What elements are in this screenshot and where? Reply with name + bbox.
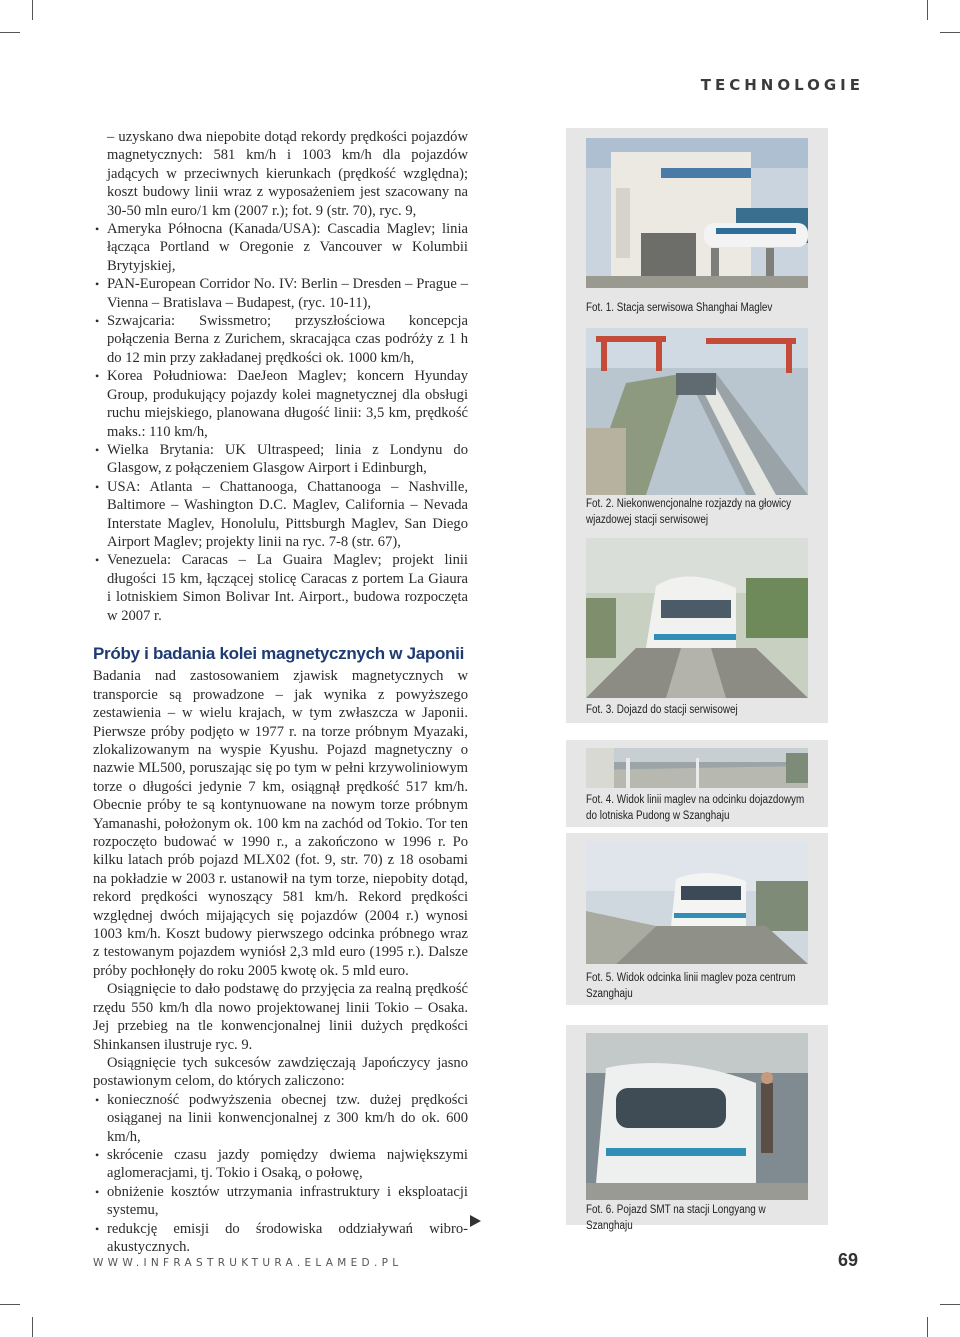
crop-mark: [32, 1317, 33, 1337]
photo-panel-3: [566, 538, 828, 723]
photo-caption: Fot. 4. Widok linii maglev na odcinku dojazdowym do lotniska Pudong w Szanghaju: [586, 794, 805, 822]
list-item: • PAN-European Corridor No. IV: Berlin – Dresden – Prague – Vienna – Bratislava – Budapest, (ryc. 10-11),: [93, 275, 468, 312]
list-item: • Ameryka Północna (Kanada/USA): Cascadia Maglev; linia łącząca Portland w Oregonie z Vancouver w Kolumbii Brytyjskiej,: [93, 220, 468, 275]
article-body: [93, 128, 468, 1256]
smt-vehicle-station-photo: [586, 1033, 808, 1200]
list-item: • Venezuela: Caracas – La Guaira Maglev; projekt linii długości 15 km, łączącej stolicę Caracas z portem La Giaura i lotniskiem Simon Bolivar Int. Airport., budowa rozpoczęta w 2007 r.: [93, 551, 468, 625]
photo-panel-6: [566, 1025, 828, 1232]
paragraph: Badania nad zastosowaniem zjawisk magnetycznych w transporcie są prowadzone – jak wynika z powyższego zestawienia – w wielu krajach, w tym zwłaszcza w Japonii. Pierwsze próby podjęto w 1977 r. na torze próbnym Myazaki, zlokalizowanym na wyspie Kyushu. Pojazd magnetyczny o nazwie ML500, poruszając się po tym w pełni krzywoliniowym torze o długości jedynie 7 km, osiągnął prędkość 517 km/h. Obecnie próby te są kontynuowane na nowym torze próbnym Yamanashi, położonym ok. 100 km na zachód od Tokio. Tor ten rozpoczęto budować w 1990 r., a zakończono w 1996 r. Po kilku latach prób pojazd MLX02 (fot. 9, str. 70) z 18 osobami na pokładzie w 2003 r. ustanowił na tym torze, niepobity dotąd, rekord prędkości wynoszący 581 km/h. Rekord prędkości względnej dwóch mijających się pojazdów (2004 r.) wynosi 1003 km/h. Koszt budowy pierwszego odcinka próbnego wraz z testowanym pojazdem wyniósł 2,3 mld euro (1995 r.). Dalsze próby pochłonęły do roku 2005 kwotę ok. 5 mld euro.: [93, 668, 468, 979]
section-header: TECHNOLOGIE: [700, 76, 864, 94]
maglev-train-approach-photo: [586, 538, 808, 698]
list-item: • skrócenie czasu jazdy pomiędzy dwiema największymi aglomeracjami, tj. Tokio i Osaką, o połowę,: [93, 1146, 468, 1183]
photo-panel-5: [566, 833, 828, 1005]
list-item: • obniżenie kosztów utrzymania infrastruktury i eksploatacji systemu,: [93, 1183, 468, 1220]
paragraph: Osiągnięcie tych sukcesów zawdzięczają Japończycy jasno postawionym celom, do których zaliczono:: [93, 1054, 468, 1090]
maglev-train-section-photo: [586, 841, 808, 964]
photo-panel-1: [566, 128, 828, 325]
list-item: • Wielka Brytania: UK Ultraspeed; linia z Londynu do Glasgow, z połączeniem Glasgow Airport i Edinburgh,: [93, 441, 468, 478]
crop-mark: [0, 32, 20, 33]
footer-url[interactable]: WWW.INFRASTRUKTURA.ELAMED.PL: [93, 1257, 403, 1269]
photo-caption: Fot. 1. Stacja serwisowa Shanghai Maglev: [586, 302, 773, 314]
maglev-service-station-photo: [586, 138, 808, 288]
crop-mark: [940, 1304, 960, 1305]
photo-caption: Fot. 5. Widok odcinka linii maglev poza centrum Szanghaju: [586, 972, 796, 1000]
crop-mark: [927, 0, 928, 20]
list-item: • konieczność podwyższenia obecnej tzw. dużej prędkości osiąganej na linii konwencjonalnej z 300 km/h do ok. 600 km/h,: [93, 1091, 468, 1146]
photo-caption: Fot. 2. Niekonwencjonalne rozjazdy na głowicy wjazdowej stacji serwisowej: [586, 498, 792, 526]
page-number: 69: [838, 1250, 859, 1270]
list-item: • redukcję emisji do środowiska oddziaływań wibro-akustycznych.: [93, 1220, 468, 1257]
intro-paragraph: – uzyskano dwa niepobite dotąd rekordy prędkości pojazdów magnetycznych: 581 km/h i 1003 km/h dla pojazdów jadących w przeciwnych kierunkach (prędkość względna); koszt budowy linii wraz z wyposażeniem jest szacowany na 30-50 mln euro/1 km (2007 r.); fot. 9 (str. 70), ryc. 9,: [107, 129, 468, 219]
maglev-line-photo: [586, 748, 808, 788]
goals-list: [93, 1091, 468, 1257]
maglev-switch-photo: [586, 328, 808, 495]
list-item: • Korea Południowa: DaeJeon Maglev; koncern Hyunday Group, produkujący pojazdy kolei magnetycznej dla obsługi ruchu miejskiego, planowana długość linii: 3,5 km, prędkość maks.: 110 km/h,: [93, 367, 468, 441]
photo-caption: Fot. 3. Dojazd do stacji serwisowej: [586, 704, 738, 716]
continue-arrow-icon: [470, 1215, 481, 1227]
projects-list: [93, 220, 468, 625]
list-item: • USA: Atlanta – Chattanooga, Chattanooga – Nashville, Baltimore – Washington D.C. Maglev, California – Nevada Interstate Maglev, Honolulu, Pittsburgh Maglev, San Diego Airport Maglev; projekty linii na ryc. 7-8 (str. 67),: [93, 478, 468, 552]
photo-panel-2: [566, 325, 828, 538]
crop-mark: [927, 1317, 928, 1337]
crop-mark: [0, 1304, 20, 1305]
crop-mark: [940, 32, 960, 33]
crop-mark: [32, 0, 33, 20]
photo-caption: Fot. 6. Pojazd SMT na stacji Longyang w Szanghaju: [586, 1204, 766, 1232]
section-title: Próby i badania kolei magnetycznych w Japonii: [93, 643, 464, 663]
paragraph: Osiągnięcie to dało podstawę do przyjęcia za realną prędkość rzędu 550 km/h dla nowo projektowanej linii Tokio – Osaka. Jej przebieg na tle konwencjonalnej linii dużych prędkości Shinkansen ilustruje ryc. 9.: [93, 981, 468, 1053]
list-item: • Szwajcaria: Swissmetro; przyszłościowa koncepcja połączenia Berna z Zurichem, skracająca czas podróży z 1 h do 12 min przy zakładanej prędkości ok. 1000 km/h,: [93, 312, 468, 367]
photo-panel-4: [566, 740, 828, 827]
